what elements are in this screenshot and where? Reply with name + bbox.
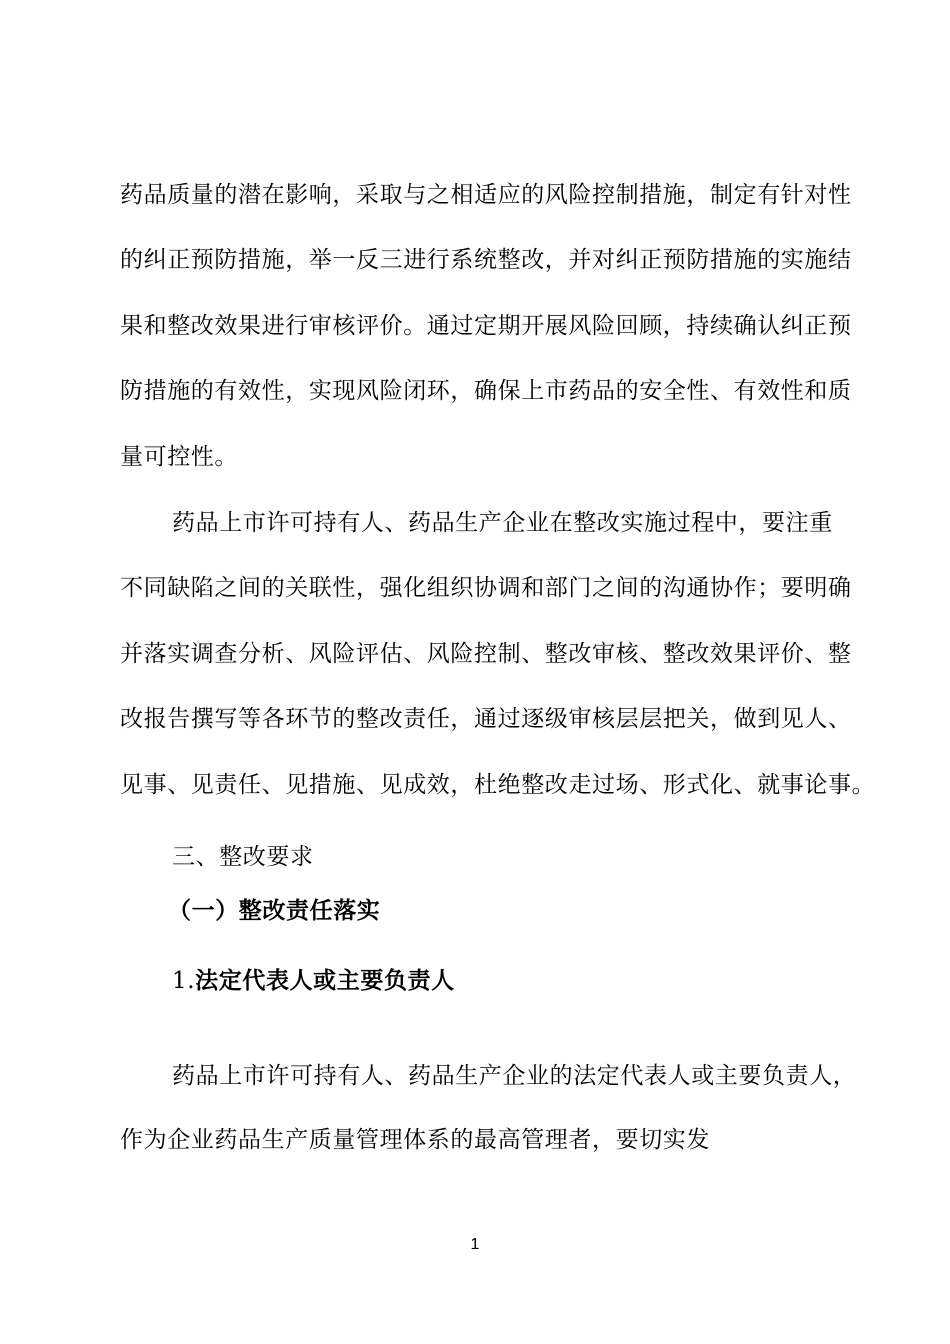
paragraph-line: 的纠正预防措施，举一反三进行系统整改，并对纠正预防措施的实施结 [120, 247, 852, 273]
paragraph-line: 作为企业药品生产质量管理体系的最高管理者，要切实发 [120, 1127, 710, 1153]
paragraph-line: 药品上市许可持有人、药品生产企业的法定代表人或主要负责人， [172, 1063, 857, 1089]
paragraph-line: 量可控性。 [120, 444, 238, 470]
paragraph-line: 药品上市许可持有人、药品生产企业在整改实施过程中，要注重 [172, 510, 833, 536]
paragraph-line: 防措施的有效性，实现风险闭环，确保上市药品的安全性、有效性和质 [120, 378, 852, 404]
paragraph-line: 见事、见责任、见措施、见成效，杜绝整改走过场、形式化、就事论事。 [120, 772, 876, 798]
paragraph-line: 药品质量的潜在影响，采取与之相适应的风险控制措施，制定有针对性 [120, 182, 852, 208]
subsection-heading: （一）整改责任落实 [168, 898, 381, 924]
paragraph-line: 并落实调查分析、风险评估、风险控制、整改审核、整改效果评价、整 [120, 641, 852, 667]
paragraph-line: 不同缺陷之间的关联性，强化组织协调和部门之间的沟通协作；要明确 [120, 575, 852, 601]
paragraph-line: 果和整改效果进行审核评价。通过定期开展风险回顾，持续确认纠正预 [120, 313, 852, 339]
item-title: 法定代表人或主要负责人 [195, 968, 455, 994]
page-number: 1 [470, 1236, 480, 1253]
section-heading: 三、整改要求 [172, 844, 314, 870]
item-heading [172, 966, 455, 996]
item-number: 1. [172, 968, 196, 994]
paragraph-line: 改报告撰写等各环节的整改责任，通过逐级审核层层把关，做到见人、 [120, 706, 852, 732]
